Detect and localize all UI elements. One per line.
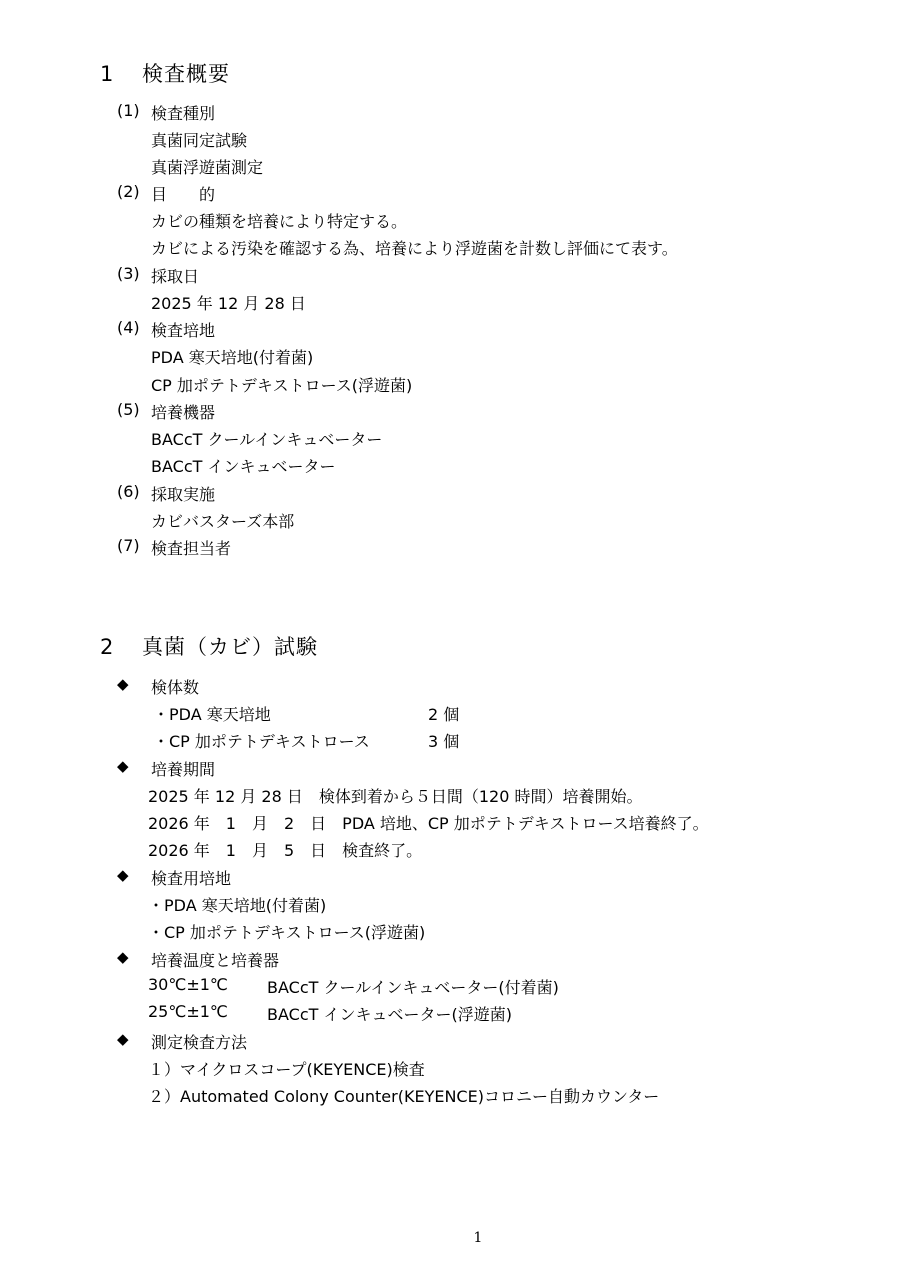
culture-period-line: 2025 年 12 月 28 日 検体到着から５日間（120 時間）培養開始。	[148, 787, 643, 806]
item-line: カビバスターズ本部	[151, 512, 295, 531]
culture-period-line: 2026 年 1 月 2 日 PDA 培地、CP 加ポテトデキストロース培養終了。	[148, 814, 709, 833]
item-line: カビの種類を培養により特定する。	[151, 212, 408, 231]
specimen-count: 3 個	[428, 732, 460, 751]
page-number: 1	[473, 1230, 483, 1246]
item-number: (4)	[117, 318, 140, 337]
item-line: PDA 寒天培地(付着菌)	[151, 348, 314, 367]
diamond-bullet-icon: ◆	[117, 675, 129, 693]
diamond-bullet-icon: ◆	[117, 1030, 129, 1048]
specimen-name: ・PDA 寒天培地	[153, 705, 271, 724]
incubator-name: BACcT インキュベーター(浮遊菌)	[267, 1005, 512, 1024]
section-2-title: 真菌（カビ）試験	[142, 635, 318, 659]
item-number: (1)	[117, 101, 140, 120]
item-line: 真菌浮遊菌測定	[151, 158, 264, 177]
media-line: ・CP 加ポテトデキストロース(浮遊菌)	[148, 923, 426, 942]
culture-period-line: 2026 年 1 月 5 日 検査終了。	[148, 841, 423, 860]
diamond-bullet-icon: ◆	[117, 866, 129, 884]
method-line: ２）Automated Colony Counter(KEYENCE)コロニー自動カウンター	[148, 1087, 660, 1106]
section-1-number: 1	[100, 62, 115, 86]
item-label: 検査種別	[151, 104, 216, 123]
media-label: 検査用培地	[151, 869, 232, 888]
section-2-heading	[100, 631, 318, 661]
method-line: １）マイクロスコープ(KEYENCE)検査	[148, 1060, 425, 1079]
diamond-bullet-icon: ◆	[117, 757, 129, 775]
specimen-count: 2 個	[428, 705, 460, 724]
diamond-bullet-icon: ◆	[117, 948, 129, 966]
temperature-value: 25℃±1℃	[148, 1002, 228, 1021]
section-2-number: 2	[100, 635, 115, 659]
item-number: (6)	[117, 482, 140, 501]
section-1-title: 検査概要	[142, 62, 230, 86]
item-number: (7)	[117, 536, 140, 555]
item-line: 2025 年 12 月 28 日	[151, 294, 306, 313]
temperature-value: 30℃±1℃	[148, 975, 228, 994]
incubator-name: BACcT クールインキュベーター(付着菌)	[267, 978, 559, 997]
temperature-label: 培養温度と培養器	[151, 951, 280, 970]
culture-period-label: 培養期間	[151, 760, 216, 779]
item-label: 検査担当者	[151, 539, 232, 558]
item-number: (2)	[117, 182, 140, 201]
item-line: BACcT クールインキュベーター	[151, 430, 383, 449]
item-label: 採取日	[151, 267, 200, 286]
method-label: 測定検査方法	[151, 1033, 248, 1052]
specimen-name: ・CP 加ポテトデキストロース	[153, 732, 370, 751]
item-line: 真菌同定試験	[151, 131, 248, 150]
item-line: CP 加ポテトデキストロース(浮遊菌)	[151, 376, 413, 395]
item-label: 目 的	[151, 185, 216, 204]
item-line: カビによる汚染を確認する為、培養により浮遊菌を計数し評価にて表す。	[151, 239, 678, 258]
item-label: 採取実施	[151, 485, 216, 504]
specimens-label: 検体数	[151, 678, 200, 697]
item-number: (3)	[117, 264, 140, 283]
item-label: 培養機器	[151, 403, 216, 422]
item-number: (5)	[117, 400, 140, 419]
section-1-heading	[100, 58, 230, 88]
item-line: BACcT インキュベーター	[151, 457, 336, 476]
media-line: ・PDA 寒天培地(付着菌)	[148, 896, 327, 915]
item-label: 検査培地	[151, 321, 216, 340]
